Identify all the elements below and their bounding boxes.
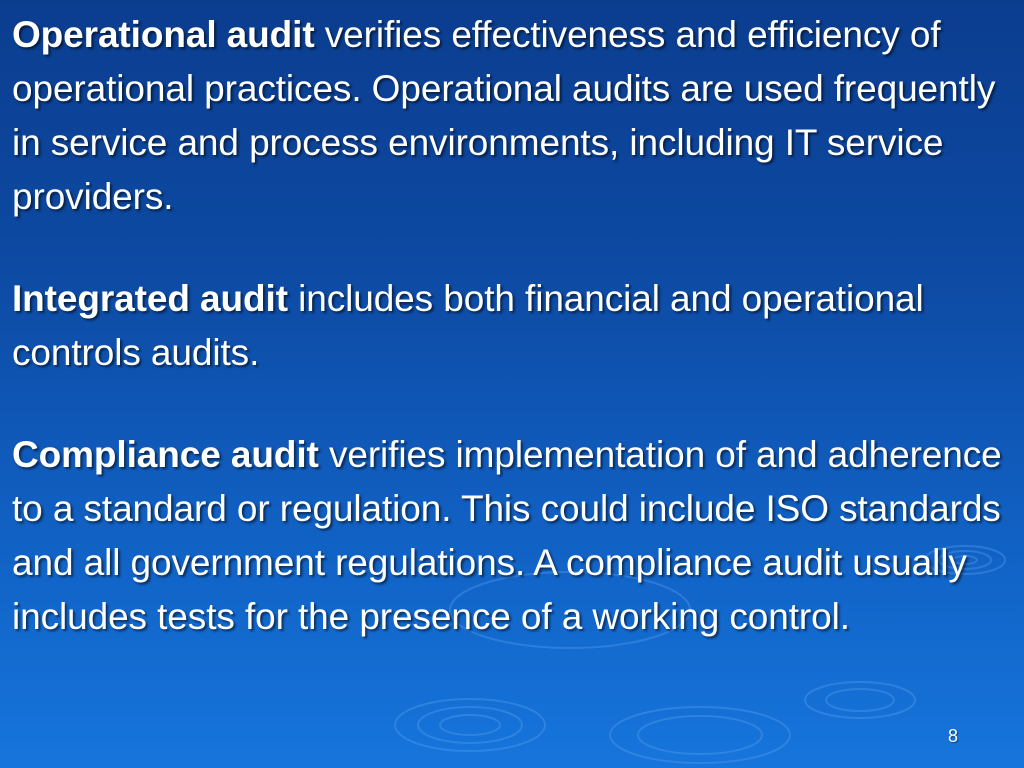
- page-number: 8: [948, 726, 959, 746]
- term-compliance-audit: Compliance audit: [12, 434, 319, 475]
- paragraph-operational-audit: [12, 8, 1012, 224]
- paragraph-integrated-audit: [12, 272, 1012, 380]
- term-integrated-audit: Integrated audit: [12, 278, 288, 319]
- slide-body: [12, 8, 1012, 644]
- definition-operational-audit: verifies effectiveness and efficiency of operational practices. Operational audits are used frequently in service and process environments, including IT service providers.: [12, 14, 996, 217]
- definition-integrated-audit: includes both financial and operational controls audits.: [12, 278, 924, 373]
- paragraph-compliance-audit: [12, 428, 1012, 644]
- definition-compliance-audit: verifies implementation of and adherence to a standard or regulation. This could include ISO standards and all government regulations. A compliance audit usually includes tests for the presence of a working control.: [12, 434, 1002, 637]
- term-operational-audit: Operational audit: [12, 14, 315, 55]
